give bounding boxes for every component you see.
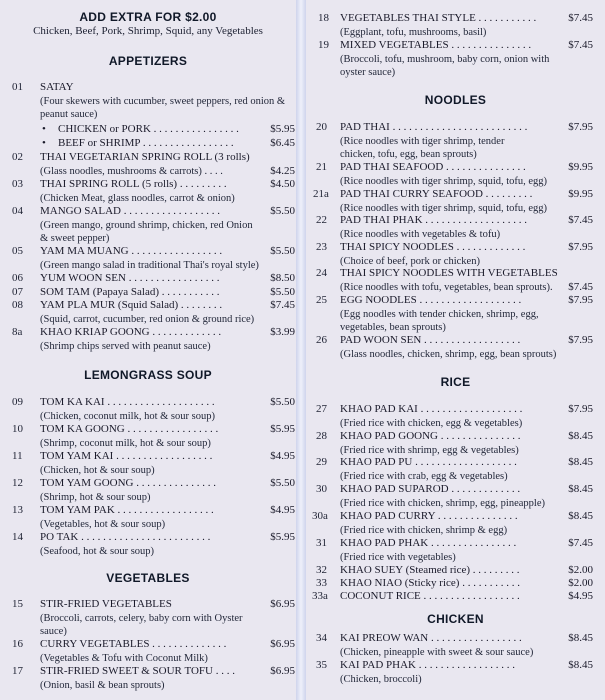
item-description: (Vegetables & Tofu with Coconut Milk) bbox=[40, 653, 208, 664]
item-price: $8.45 bbox=[568, 632, 593, 644]
item-price: $8.45 bbox=[568, 430, 593, 442]
item-description: (Four skewers with cucumber, sweet peppers, red onion & peanut sauce) bbox=[40, 96, 286, 120]
item-description: (Choice of beef, pork or chicken) bbox=[340, 256, 480, 267]
item-number: 31 bbox=[316, 537, 327, 549]
item-description: (Broccoli, tofu, mushroom, baby corn, onion with oyster sauce) bbox=[340, 54, 550, 78]
section-title-vegetables: VEGETABLES bbox=[106, 571, 190, 585]
item-name: STIR-FRIED VEGETABLES bbox=[40, 598, 172, 610]
item-number: 28 bbox=[316, 430, 327, 442]
item-price: $2.00 bbox=[568, 564, 593, 576]
item-description: (Fried rice with chicken, shrimp & egg) bbox=[340, 525, 508, 536]
item-name: THAI SPICY NOODLES WITH VEGETABLES bbox=[340, 267, 558, 279]
item-number: 17 bbox=[12, 665, 23, 677]
item-number: 35 bbox=[316, 659, 327, 671]
item-price: $4.95 bbox=[270, 450, 295, 462]
item-number: 30 bbox=[316, 483, 327, 495]
item-description: (Seafood, hot & sour soup) bbox=[40, 546, 155, 557]
item-price: $5.50 bbox=[270, 205, 295, 217]
bullet-icon: • bbox=[42, 123, 46, 135]
item-name: KHAO PAD PHAK . . . . . . . . . . . . . . . . bbox=[340, 537, 517, 549]
item-number: 08 bbox=[12, 299, 23, 311]
item-description: (Rice noodles with tiger shrimp, squid, tofu, egg) bbox=[340, 203, 548, 214]
item-name: MIXED VEGETABLES . . . . . . . . . . . . . . . bbox=[340, 39, 532, 51]
item-number: 11 bbox=[12, 450, 23, 462]
item-price: $7.45 bbox=[568, 281, 593, 293]
item-name: TOM KA KAI . . . . . . . . . . . . . . . . . . . . bbox=[40, 396, 215, 408]
item-name: BEEF or SHRIMP . . . . . . . . . . . . . . . . . bbox=[58, 137, 234, 149]
item-description: (Glass noodles, mushrooms & carrots) . . . . bbox=[40, 166, 223, 177]
item-description: (Chicken, coconut milk, hot & sour soup) bbox=[40, 411, 215, 422]
item-description: (Shrimp, coconut milk, hot & sour soup) bbox=[40, 438, 211, 449]
item-number: 25 bbox=[316, 294, 327, 306]
item-number: 22 bbox=[316, 214, 327, 226]
item-description: (Fried rice with chicken, egg & vegetables) bbox=[340, 418, 523, 429]
item-name: KHAO PAD CURRY . . . . . . . . . . . . . . . bbox=[340, 510, 518, 522]
item-number: 21a bbox=[313, 188, 329, 200]
item-price: $7.45 bbox=[568, 537, 593, 549]
item-name: COCONUT RICE . . . . . . . . . . . . . . . . . . bbox=[340, 590, 520, 602]
item-price: $5.95 bbox=[270, 123, 295, 135]
item-price: $7.45 bbox=[270, 299, 295, 311]
section-title-noodles: NOODLES bbox=[424, 93, 487, 107]
item-description: (Rice noodles with tofu, vegetables, bean sprouts). bbox=[340, 282, 553, 293]
item-name: PAD THAI PHAK . . . . . . . . . . . . . . . . . . . bbox=[340, 214, 528, 226]
item-number: 18 bbox=[318, 12, 329, 24]
item-name: MANGO SALAD . . . . . . . . . . . . . . . . . . bbox=[40, 205, 220, 217]
item-description: (Rice noodles with tiger shrimp, tender chicken, tofu, egg, bean sprouts) bbox=[340, 136, 505, 160]
item-number: 14 bbox=[12, 531, 23, 543]
item-number: 03 bbox=[12, 178, 23, 190]
item-price: $5.95 bbox=[270, 423, 295, 435]
item-description: (Fried rice with crab, egg & vegetables) bbox=[340, 471, 508, 482]
item-price: $6.95 bbox=[270, 598, 295, 610]
item-number: 12 bbox=[12, 477, 23, 489]
item-price: $7.95 bbox=[568, 121, 593, 133]
item-name: CURRY VEGETABLES . . . . . . . . . . . . . . bbox=[40, 638, 227, 650]
item-price: $4.95 bbox=[270, 504, 295, 516]
item-description: (Green mango salad in traditional Thai's royal style) bbox=[40, 260, 259, 271]
item-price: $5.95 bbox=[270, 531, 295, 543]
item-price: $4.95 bbox=[568, 590, 593, 602]
item-price: $5.50 bbox=[270, 477, 295, 489]
item-description: (Chicken, broccoli) bbox=[340, 674, 422, 685]
item-price: $3.99 bbox=[270, 326, 295, 338]
item-name: PO TAK . . . . . . . . . . . . . . . . . . . . . . . . bbox=[40, 531, 211, 543]
item-price: $7.45 bbox=[568, 12, 593, 24]
item-number: 01 bbox=[12, 81, 23, 93]
section-title-chicken: CHICKEN bbox=[427, 612, 484, 626]
item-number: 24 bbox=[316, 267, 327, 279]
item-number: 05 bbox=[12, 245, 23, 257]
item-name: KHAO PAD KAI . . . . . . . . . . . . . . . . . . . bbox=[340, 403, 523, 415]
item-number: 09 bbox=[12, 396, 23, 408]
item-name: THAI SPICY NOODLES . . . . . . . . . . . . . bbox=[340, 241, 526, 253]
item-number: 33a bbox=[312, 590, 328, 602]
item-number: 20 bbox=[316, 121, 327, 133]
item-number: 21 bbox=[316, 161, 327, 173]
item-number: 19 bbox=[318, 39, 329, 51]
item-name: THAI SPRING ROLL (5 rolls) . . . . . . . . . bbox=[40, 178, 227, 190]
item-number: 30a bbox=[312, 510, 328, 522]
item-name: TOM KA GOONG . . . . . . . . . . . . . . . . . bbox=[40, 423, 219, 435]
item-number: 23 bbox=[316, 241, 327, 253]
item-number: 8a bbox=[12, 326, 23, 338]
item-description: (Rice noodles with tiger shrimp, squid, tofu, egg) bbox=[340, 176, 548, 187]
item-name: KHAO PAD SUPAROD . . . . . . . . . . . . . bbox=[340, 483, 521, 495]
item-description: (Chicken Meat, glass noodles, carrot & onion) bbox=[40, 193, 235, 204]
item-name: KHAO PAD PU . . . . . . . . . . . . . . . . . . . bbox=[340, 456, 517, 468]
section-title-appetizers: APPETIZERS bbox=[108, 54, 188, 68]
item-name: KAI PREOW WAN . . . . . . . . . . . . . . . . . bbox=[340, 632, 522, 644]
item-number: 27 bbox=[316, 403, 327, 415]
item-number: 10 bbox=[12, 423, 23, 435]
item-name: STIR-FRIED SWEET & SOUR TOFU . . . . bbox=[40, 665, 235, 677]
item-price: $8.45 bbox=[568, 659, 593, 671]
column-gutter bbox=[296, 0, 306, 700]
item-name: TOM YAM KAI . . . . . . . . . . . . . . . . . . bbox=[40, 450, 213, 462]
item-description: (Onion, basil & bean sprouts) bbox=[40, 680, 165, 691]
item-number: 33 bbox=[316, 577, 327, 589]
item-name: YUM WOON SEN . . . . . . . . . . . . . . . . . bbox=[40, 272, 220, 284]
item-description: (Shrimp chips served with peanut sauce) bbox=[40, 341, 211, 352]
item-price: $7.95 bbox=[568, 294, 593, 306]
item-price: $5.50 bbox=[270, 286, 295, 298]
item-name: YAM PLA MUR (Squid Salad) . . . . . . . . bbox=[40, 299, 223, 311]
item-name: PAD THAI CURRY SEAFOOD . . . . . . . . . bbox=[340, 188, 533, 200]
item-price: $6.45 bbox=[270, 137, 295, 149]
item-name: TOM YAM PAK . . . . . . . . . . . . . . . . . . bbox=[40, 504, 214, 516]
item-name: VEGETABLES THAI STYLE . . . . . . . . . . . bbox=[340, 12, 537, 24]
item-price: $7.95 bbox=[568, 241, 593, 253]
add-extra-subtitle: Chicken, Beef, Pork, Shrimp, Squid, any Vegetables bbox=[33, 25, 263, 37]
item-number: 13 bbox=[12, 504, 23, 516]
item-name: EGG NOODLES . . . . . . . . . . . . . . . . . . . bbox=[340, 294, 522, 306]
item-description: (Squid, carrot, cucumber, red onion & ground rice) bbox=[40, 314, 255, 325]
item-number: 34 bbox=[316, 632, 327, 644]
item-number: 06 bbox=[12, 272, 23, 284]
item-name: KAI PAD PHAK . . . . . . . . . . . . . . . . . . bbox=[340, 659, 515, 671]
item-price: $9.95 bbox=[568, 161, 593, 173]
item-description: (Eggplant, tofu, mushrooms, basil) bbox=[340, 27, 487, 38]
item-price: $8.45 bbox=[568, 456, 593, 468]
item-name: YAM MA MUANG . . . . . . . . . . . . . . . . . bbox=[40, 245, 223, 257]
item-description: (Broccoli, carrots, celery, baby corn with Oyster sauce) bbox=[40, 613, 243, 637]
item-price: $4.50 bbox=[270, 178, 295, 190]
item-name: THAI VEGETARIAN SPRING ROLL (3 rolls) bbox=[40, 151, 250, 163]
item-name: PAD WOON SEN . . . . . . . . . . . . . . . . . . bbox=[340, 334, 521, 346]
item-price: $7.45 bbox=[568, 214, 593, 226]
item-description: (Vegetables, hot & sour soup) bbox=[40, 519, 166, 530]
item-price: $6.95 bbox=[270, 665, 295, 677]
item-price: $2.00 bbox=[568, 577, 593, 589]
item-description: (Shrimp, hot & sour soup) bbox=[40, 492, 151, 503]
item-number: 32 bbox=[316, 564, 327, 576]
item-name: KHAO SUEY (Steamed rice) . . . . . . . . . bbox=[340, 564, 520, 576]
item-description: (Chicken, hot & sour soup) bbox=[40, 465, 155, 476]
item-number: 15 bbox=[12, 598, 23, 610]
item-number: 02 bbox=[12, 151, 23, 163]
item-price: $7.95 bbox=[568, 334, 593, 346]
item-description: (Fried rice with vegetables) bbox=[340, 552, 456, 563]
item-price: $6.95 bbox=[270, 638, 295, 650]
item-description: (Chicken, pineapple with sweet & sour sauce) bbox=[340, 647, 534, 658]
add-extra-title: ADD EXTRA FOR $2.00 bbox=[79, 10, 217, 24]
item-name: CHICKEN or PORK . . . . . . . . . . . . . . . . bbox=[58, 123, 239, 135]
item-number: 26 bbox=[316, 334, 327, 346]
section-title-lemongrass-soup: LEMONGRASS SOUP bbox=[84, 368, 212, 382]
item-price: $7.95 bbox=[568, 403, 593, 415]
item-price: $8.45 bbox=[568, 483, 593, 495]
item-price: $9.95 bbox=[568, 188, 593, 200]
item-number: 07 bbox=[12, 286, 23, 298]
item-number: 29 bbox=[316, 456, 327, 468]
item-name: PAD THAI . . . . . . . . . . . . . . . . . . . . . . . . . bbox=[340, 121, 528, 133]
item-name: SOM TAM (Papaya Salad) . . . . . . . . . . . bbox=[40, 286, 220, 298]
item-name: KHAO KRIAP GOONG . . . . . . . . . . . . . bbox=[40, 326, 222, 338]
item-name: PAD THAI SEAFOOD . . . . . . . . . . . . . . . bbox=[340, 161, 526, 173]
item-number: 16 bbox=[12, 638, 23, 650]
item-price: $5.50 bbox=[270, 396, 295, 408]
item-name: KHAO NIAO (Sticky rice) . . . . . . . . . . . bbox=[340, 577, 520, 589]
item-price: $8.45 bbox=[568, 510, 593, 522]
section-title-rice: RICE bbox=[440, 375, 471, 389]
item-name: TOM YAM GOONG . . . . . . . . . . . . . . . bbox=[40, 477, 217, 489]
item-price: $8.50 bbox=[270, 272, 295, 284]
item-description: (Fried rice with shrimp, egg & vegetables) bbox=[340, 445, 519, 456]
item-description: (Green mango, ground shrimp, chicken, red Onion & sweet pepper) bbox=[40, 220, 253, 244]
item-name: SATAY bbox=[40, 81, 74, 93]
item-description: (Rice noodles with vegetables & tofu) bbox=[340, 229, 501, 240]
item-price: $5.50 bbox=[270, 245, 295, 257]
item-name: KHAO PAD GOONG . . . . . . . . . . . . . . . bbox=[340, 430, 521, 442]
bullet-icon: • bbox=[42, 137, 46, 149]
item-description: (Glass noodles, chicken, shrimp, egg, bean sprouts) bbox=[340, 349, 557, 360]
item-description: (Fried rice with chicken, shrimp, egg, pineapple) bbox=[340, 498, 545, 509]
item-description: (Egg noodles with tender chicken, shrimp, egg, vegetables, bean sprouts) bbox=[340, 309, 539, 333]
item-price: $4.25 bbox=[270, 165, 295, 177]
item-number: 04 bbox=[12, 205, 23, 217]
item-price: $7.45 bbox=[568, 39, 593, 51]
